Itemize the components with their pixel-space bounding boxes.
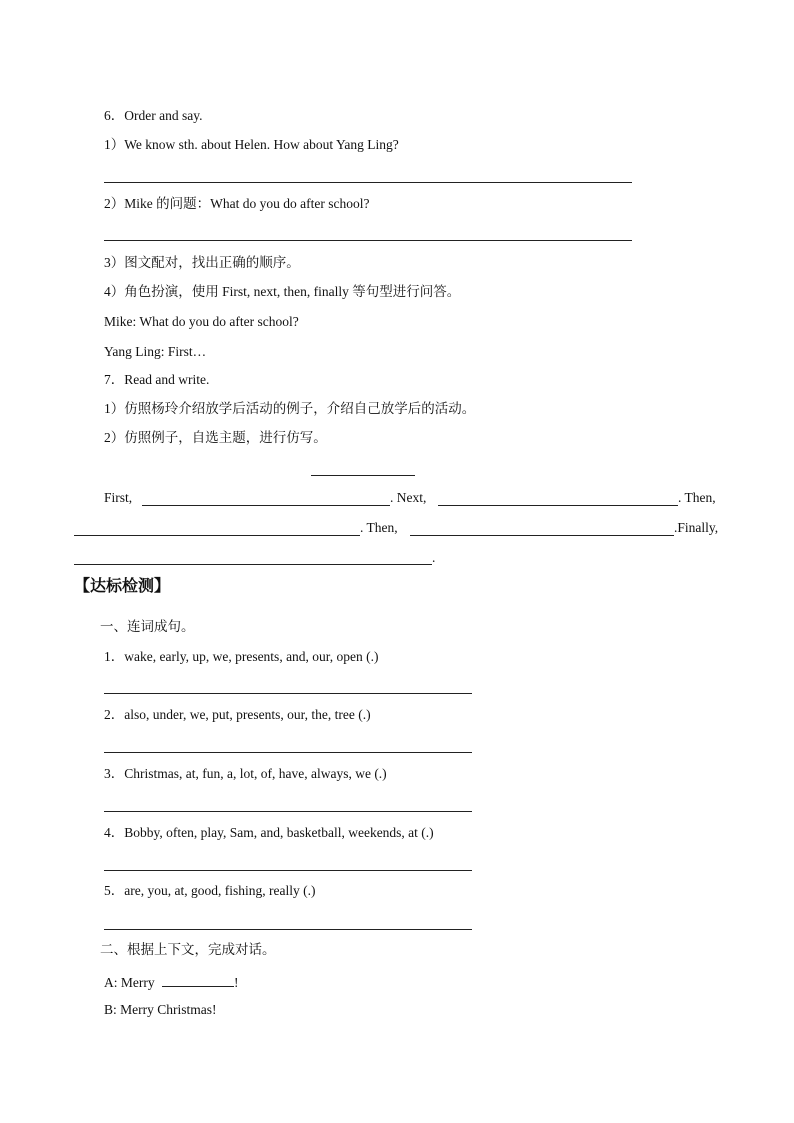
section6-q4: 4）角色扮演，使用 First, next, then, finally 等句型进行问答。	[104, 284, 461, 299]
exercise-item: 5．are, you, at, good, fishing, really (.)	[104, 883, 316, 898]
writing-blank[interactable]	[74, 564, 432, 565]
answer-line[interactable]	[104, 752, 472, 753]
answer-line[interactable]	[104, 693, 472, 694]
answer-line[interactable]	[104, 811, 472, 812]
section7-q2: 2）仿照例子，自选主题，进行仿写。	[104, 430, 327, 445]
section6-title: 6．Order and say.	[104, 108, 203, 123]
writing-then-label: . Then,	[360, 520, 398, 535]
section6-q2: 2）Mike 的问题：What do you do after school?	[104, 196, 370, 211]
dialog-line-mike: Mike: What do you do after school?	[104, 314, 299, 329]
section6-q3: 3）图文配对，找出正确的顺序。	[104, 255, 300, 270]
dialog-a-prefix: A: Merry	[104, 975, 155, 990]
section7-title: 7．Read and write.	[104, 372, 210, 387]
writing-finally-label: .Finally,	[674, 520, 719, 535]
dialog-blank[interactable]	[162, 972, 234, 987]
writing-blank[interactable]	[142, 505, 390, 506]
part2-title: 二、根据上下文，完成对话。	[100, 942, 276, 957]
writing-then-label: . Then,	[678, 490, 716, 505]
writing-blank[interactable]	[438, 505, 678, 506]
exercise-item: 1．wake, early, up, we, presents, and, our, open (.)	[104, 649, 379, 664]
answer-line[interactable]	[104, 182, 632, 183]
section-heading: 【达标检测】	[74, 578, 171, 595]
writing-first-label: First,	[104, 490, 133, 505]
answer-line[interactable]	[104, 240, 632, 241]
answer-line[interactable]	[104, 870, 472, 871]
title-blank[interactable]	[311, 475, 415, 476]
dialog-line-a	[104, 972, 239, 991]
part1-title: 一、连词成句。	[100, 619, 195, 634]
writing-blank[interactable]	[74, 535, 360, 536]
dialog-line-yangling: Yang Ling: First…	[104, 344, 207, 359]
writing-end-period: .	[432, 550, 436, 565]
writing-next-label: . Next,	[390, 490, 427, 505]
section6-q1: 1）We know sth. about Helen. How about Yang Ling?	[104, 137, 399, 152]
exercise-item: 2．also, under, we, put, presents, our, the, tree (.)	[104, 707, 371, 722]
exercise-item: 3．Christmas, at, fun, a, lot, of, have, always, we (.)	[104, 766, 387, 781]
exercise-item: 4．Bobby, often, play, Sam, and, basketball, weekends, at (.)	[104, 825, 434, 840]
answer-line[interactable]	[104, 929, 472, 930]
writing-blank[interactable]	[410, 535, 674, 536]
dialog-a-suffix: !	[234, 975, 239, 990]
dialog-line-b: B: Merry Christmas!	[104, 1002, 217, 1017]
section7-q1: 1）仿照杨玲介绍放学后活动的例子，介绍自己放学后的活动。	[104, 401, 476, 416]
